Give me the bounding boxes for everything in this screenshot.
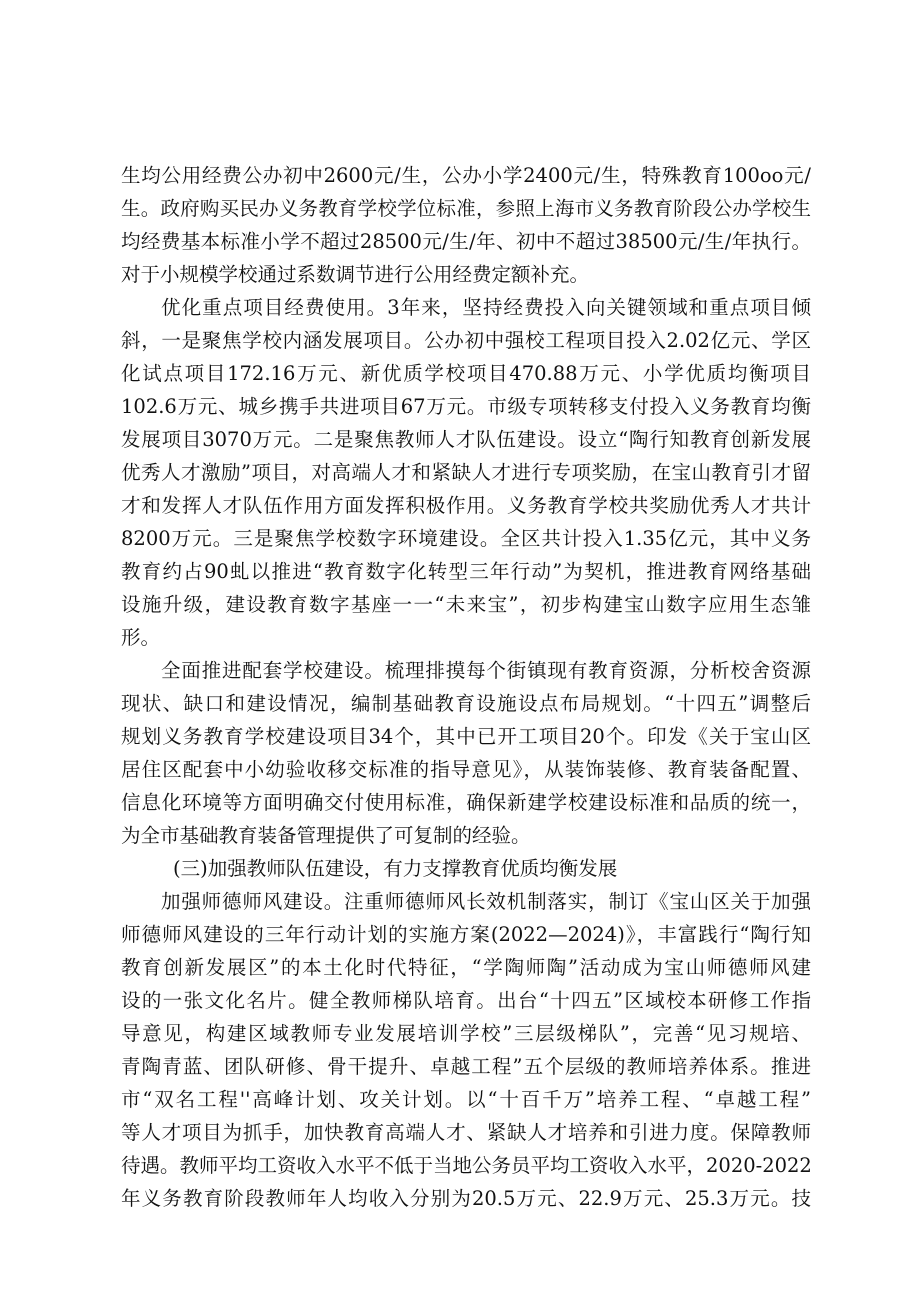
text-line: 均经费基本标准小学不超过28500元/生/年、初中不超过38500元/生/年执行。 bbox=[121, 230, 811, 253]
text-line: 为全市基础教育装备管理提供了可复制的经验。 bbox=[121, 824, 531, 847]
text-line: 等人才项目为抓手，加快教育高端人才、紧缺人才培养和引进力度。保障教师 bbox=[121, 1121, 811, 1144]
text-line: 发展项目3070万元。二是聚焦教师人才队伍建设。设立“陶行知教育创新发展 bbox=[121, 428, 811, 451]
text-line: 才和发挥人才队伍作用方面发挥积极作用。义务教育学校共奖励优秀人才共计 bbox=[121, 494, 811, 517]
text-line: 居住区配套中小幼验收移交标准的指导意见》，从装饰装修、教育装备配置、 bbox=[121, 758, 811, 781]
text-line: 生均公用经费公办初中2600元/生，公办小学2400元/生，特殊教育100oo元/ bbox=[121, 164, 811, 187]
text-line: 设的一张文化名片。健全教师梯队培育。出台“十四五”区域校本研修工作指 bbox=[121, 989, 811, 1012]
text-line: 规划义务教育学校建设项目34个，其中已开工项目20个。印发《关于宝山区 bbox=[121, 725, 811, 748]
text-line: 市“双名工程''高峰计划、攻关计划。以“十百千万”培养工程、“卓越工程” bbox=[121, 1088, 811, 1111]
text-line: 斜，一是聚焦学校内涵发展项目。公办初中强校工程项目投入2.02亿元、学区 bbox=[121, 329, 811, 352]
text-line: 导意见，构建区域教师专业发展培训学校”三层级梯队”，完善“见习规培、 bbox=[121, 1022, 811, 1045]
text-line: 师德师风建设的三年行动计划的实施方案(2022—2024)》，丰富践行“陶行知 bbox=[121, 923, 811, 946]
text-line: 青陶青蓝、团队研修、骨干提升、卓越工程”五个层级的教师培养体系。推进 bbox=[121, 1055, 811, 1078]
section-heading: (三)加强教师队伍建设，有力支撑教育优质均衡发展 bbox=[173, 857, 618, 880]
text-line: 生。政府购买民办义务教育学校学位标准，参照上海市义务教育阶段公办学校生 bbox=[121, 197, 811, 220]
text-line: 现状、缺口和建设情况，编制基础教育设施设点布局规划。“十四五”调整后 bbox=[121, 692, 811, 715]
paragraph-start-line: 优化重点项目经费使用。3年来，坚持经费投入向关键领域和重点项目倾 bbox=[161, 296, 811, 319]
text-line: 对于小规模学校通过系数调节进行公用经费定额补充。 bbox=[121, 263, 590, 286]
text-line: 教育约占90虬以推进“教育数字化转型三年行动”为契机，推进教育网络基础 bbox=[121, 560, 811, 583]
document-body bbox=[121, 159, 811, 1215]
paragraph-start-line: 加强师德师风建设。注重师德师风长效机制落实，制订《宝山区关于加强 bbox=[161, 890, 811, 913]
text-line: 化试点项目172.16万元、新优质学校项目470.88万元、小学优质均衡项目 bbox=[121, 362, 811, 385]
paragraph-start-line: 全面推进配套学校建设。梳理排摸每个街镇现有教育资源，分析校舍资源 bbox=[161, 659, 811, 682]
text-line: 教育创新发展区”的本土化时代特征，“学陶师陶”活动成为宝山师德师风建 bbox=[121, 956, 811, 979]
text-line: 设施升级，建设教育数字基座一一“未来宝”，初步构建宝山数字应用生态雏 bbox=[121, 593, 811, 616]
text-line: 优秀人才激励”项目，对高端人才和紧缺人才进行专项奖励，在宝山教育引才留 bbox=[121, 461, 811, 484]
text-line: 待遇。教师平均工资收入水平不低于当地公务员平均工资收入水平，2020-2022 bbox=[121, 1154, 812, 1177]
text-line: 年义务教育阶段教师年人均收入分别为20.5万元、22.9万元、25.3万元。技 bbox=[121, 1187, 811, 1210]
text-line: 8200万元。三是聚焦学校数字环境建设。全区共计投入1.35亿元，其中义务 bbox=[121, 527, 811, 550]
text-line: 102.6万元、城乡携手共进项目67万元。市级专项转移支付投入义务教育均衡 bbox=[121, 395, 811, 418]
text-line: 信息化环境等方面明确交付使用标准，确保新建学校建设标准和品质的统一， bbox=[121, 791, 811, 814]
text-line: 形。 bbox=[121, 626, 161, 649]
